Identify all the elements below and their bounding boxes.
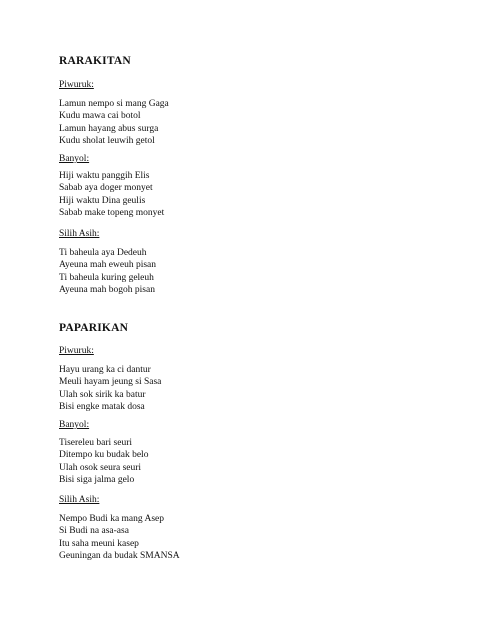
- stanza-banyol: [59, 419, 439, 431]
- poem-line: Ti baheula aya Dedeuh: [59, 248, 147, 258]
- stanza-label: Piwuruk:: [59, 346, 94, 356]
- poem-line: Ulah sok sirik ka batur: [59, 389, 146, 400]
- poem-line: Ditempo ku budak belo: [59, 450, 149, 461]
- section-title: PAPARIKAN: [59, 322, 129, 334]
- poem-line: Kudu sholat leuwih getol: [59, 136, 155, 147]
- poem-line: Si Budi na asa-asa: [59, 526, 129, 537]
- stanza-silih-asih: [59, 228, 439, 240]
- stanza-lines: [59, 364, 439, 414]
- section-paparikan: [59, 321, 439, 335]
- section-rarakitan: [59, 54, 439, 68]
- stanza-lines: [59, 98, 439, 148]
- poem-line: Nempo Budi ka mang Asep: [59, 514, 165, 524]
- poem-line: Ayeuna mah bogoh pisan: [59, 285, 155, 296]
- poem-line: Ulah osok seura seuri: [59, 462, 142, 473]
- poem-line: Kudu mawa cai botol: [59, 111, 141, 122]
- poem-line: Ayeuna mah eweuh pisan: [59, 260, 156, 271]
- poem-line: Lamun nempo si mang Gaga: [59, 99, 169, 109]
- stanza-label: Banyol:: [59, 420, 90, 430]
- poem-line: Ti baheula kuring geleuh: [59, 272, 154, 283]
- stanza-silih-asih: [59, 494, 439, 506]
- stanza-lines: [59, 513, 439, 563]
- poem-line: Tisereleu bari seuri: [59, 438, 132, 448]
- poem-line: Bisi siga jalma gelo: [59, 475, 135, 486]
- stanza-label: Silih Asih:: [59, 229, 100, 239]
- stanza-lines: [59, 437, 439, 487]
- stanza-banyol: [59, 153, 439, 165]
- poem-line: Hiji waktu Dina geulis: [59, 195, 146, 206]
- poem-line: Meuli hayam jeung si Sasa: [59, 377, 162, 388]
- poem-line: Sabab make topeng monyet: [59, 208, 165, 219]
- stanza-label: Piwuruk:: [59, 80, 94, 90]
- stanza-lines: [59, 247, 439, 297]
- poem-line: Itu saha meuni kasep: [59, 538, 139, 549]
- poem-line: Lamun hayang abus surga: [59, 123, 159, 134]
- stanza-label: Silih Asih:: [59, 495, 100, 505]
- stanza-piwuruk: [59, 79, 439, 91]
- stanza-label: Banyol:: [59, 154, 90, 164]
- poem-line: Bisi engke matak dosa: [59, 402, 145, 413]
- section-title: RARAKITAN: [59, 55, 131, 67]
- stanza-lines: [59, 170, 439, 220]
- stanza-piwuruk: [59, 345, 439, 357]
- poem-line: Hiji waktu panggih Elis: [59, 171, 150, 181]
- poem-line: Hayu urang ka ci dantur: [59, 365, 151, 375]
- poem-line: Geuningan da budak SMANSA: [59, 551, 180, 562]
- poem-line: Sabab aya doger monyet: [59, 183, 153, 194]
